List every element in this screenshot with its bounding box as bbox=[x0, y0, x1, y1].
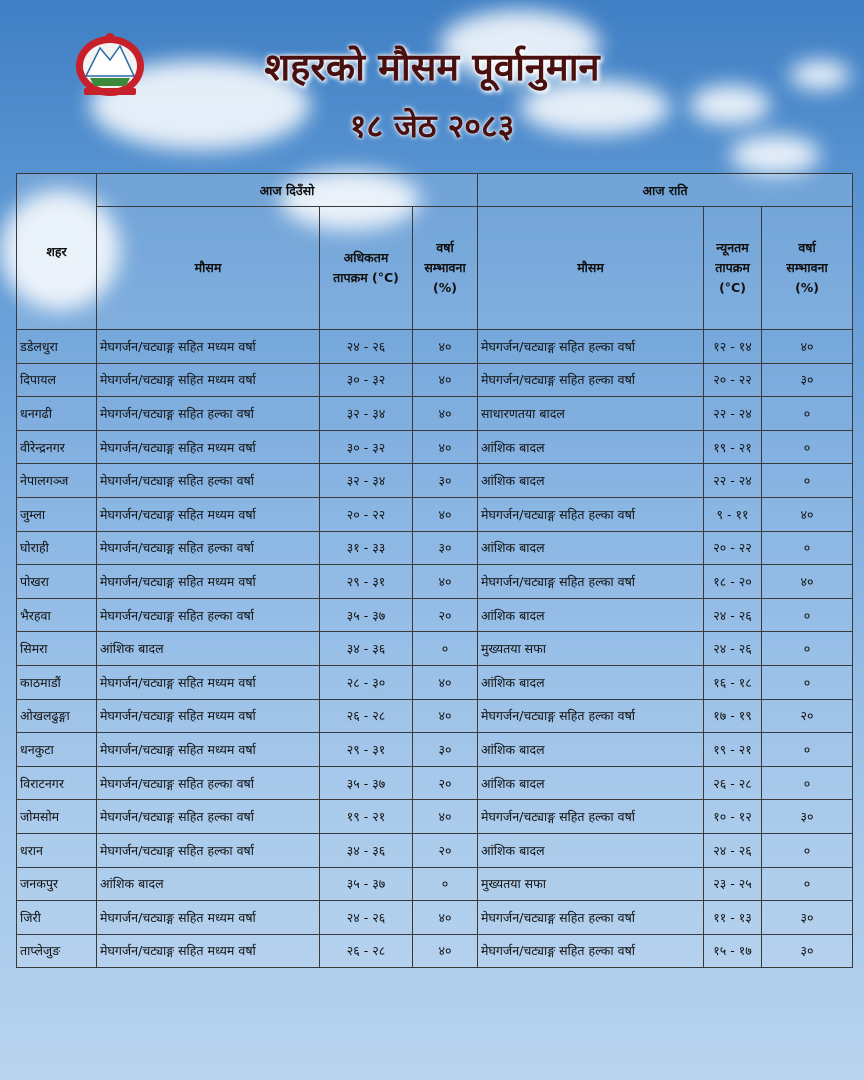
city-cell: नेपालगञ्ज bbox=[17, 464, 97, 498]
day-weather-cell: आंशिक बादल bbox=[97, 867, 320, 901]
page-title: शहरको मौसम पूर्वानुमान bbox=[264, 45, 600, 89]
day-rain-cell: ४० bbox=[413, 497, 478, 531]
min-temp-cell: १७ - १९ bbox=[704, 699, 762, 733]
night-weather-cell: मेघगर्जन/चट्याङ्ग सहित हल्का वर्षा bbox=[478, 330, 704, 364]
day-weather-cell: मेघगर्जन/चट्याङ्ग सहित मध्यम वर्षा bbox=[97, 699, 320, 733]
day-rain-cell: ४० bbox=[413, 363, 478, 397]
night-rain-cell: ० bbox=[762, 598, 853, 632]
night-rain-cell: ३० bbox=[762, 901, 853, 935]
night-weather-cell: मेघगर्जन/चट्याङ्ग सहित हल्का वर्षा bbox=[478, 934, 704, 968]
max-temp-cell: १९ - २१ bbox=[320, 800, 413, 834]
table-row bbox=[17, 733, 853, 767]
city-cell: सिमरा bbox=[17, 632, 97, 666]
min-temp-cell: २४ - २६ bbox=[704, 632, 762, 666]
night-rain-cell: २० bbox=[762, 699, 853, 733]
night-rain-cell: ० bbox=[762, 665, 853, 699]
city-cell: धनकुटा bbox=[17, 733, 97, 767]
day-weather-cell: मेघगर्जन/चट्याङ्ग सहित मध्यम वर्षा bbox=[97, 430, 320, 464]
night-rain-cell: ४० bbox=[762, 330, 853, 364]
day-weather-cell: मेघगर्जन/चट्याङ्ग सहित हल्का वर्षा bbox=[97, 800, 320, 834]
city-cell: ओखलढुङ्गा bbox=[17, 699, 97, 733]
day-rain-cell: २० bbox=[413, 598, 478, 632]
day-weather-cell: मेघगर्जन/चट्याङ्ग सहित मध्यम वर्षा bbox=[97, 665, 320, 699]
night-weather-cell: आंशिक बादल bbox=[478, 464, 704, 498]
night-weather-cell: आंशिक बादल bbox=[478, 430, 704, 464]
min-temp-cell: २२ - २४ bbox=[704, 397, 762, 431]
day-rain-header: वर्षा सम्भावना (%) bbox=[413, 207, 478, 330]
day-rain-cell: ४० bbox=[413, 397, 478, 431]
table-row bbox=[17, 632, 853, 666]
max-temp-cell: ३४ - ३६ bbox=[320, 833, 413, 867]
table-row bbox=[17, 531, 853, 565]
night-weather-cell: आंशिक बादल bbox=[478, 833, 704, 867]
city-cell: धनगढी bbox=[17, 397, 97, 431]
day-rain-cell: ४० bbox=[413, 430, 478, 464]
table-row bbox=[17, 363, 853, 397]
night-weather-header: मौसम bbox=[478, 207, 704, 330]
min-temp-cell: २४ - २६ bbox=[704, 598, 762, 632]
min-temp-cell: १९ - २१ bbox=[704, 430, 762, 464]
table-row bbox=[17, 800, 853, 834]
night-rain-cell: ० bbox=[762, 531, 853, 565]
night-weather-cell: मेघगर्जन/चट्याङ्ग सहित हल्का वर्षा bbox=[478, 901, 704, 935]
min-temp-cell: २२ - २४ bbox=[704, 464, 762, 498]
city-cell: डडेलधुरा bbox=[17, 330, 97, 364]
day-weather-cell: मेघगर्जन/चट्याङ्ग सहित हल्का वर्षा bbox=[97, 464, 320, 498]
night-weather-cell: मेघगर्जन/चट्याङ्ग सहित हल्का वर्षा bbox=[478, 699, 704, 733]
min-temp-cell: १६ - १८ bbox=[704, 665, 762, 699]
min-temp-cell: १२ - १४ bbox=[704, 330, 762, 364]
night-rain-cell: ४० bbox=[762, 497, 853, 531]
max-temp-cell: ३४ - ३६ bbox=[320, 632, 413, 666]
max-temp-cell: २६ - २८ bbox=[320, 699, 413, 733]
day-rain-cell: ० bbox=[413, 867, 478, 901]
min-temp-cell: १५ - १७ bbox=[704, 934, 762, 968]
day-weather-cell: मेघगर्जन/चट्याङ्ग सहित मध्यम वर्षा bbox=[97, 497, 320, 531]
day-rain-cell: ३० bbox=[413, 464, 478, 498]
night-rain-cell: ४० bbox=[762, 565, 853, 599]
city-cell: विराटनगर bbox=[17, 766, 97, 800]
day-group-header: आज दिउँसो bbox=[97, 174, 478, 207]
day-rain-cell: ४० bbox=[413, 665, 478, 699]
day-weather-cell: मेघगर्जन/चट्याङ्ग सहित मध्यम वर्षा bbox=[97, 901, 320, 935]
table-row bbox=[17, 598, 853, 632]
table-row bbox=[17, 766, 853, 800]
table-row bbox=[17, 397, 853, 431]
city-cell: जोमसोम bbox=[17, 800, 97, 834]
night-weather-cell: साधारणतया बादल bbox=[478, 397, 704, 431]
city-cell: जनकपुर bbox=[17, 867, 97, 901]
table-row bbox=[17, 464, 853, 498]
max-temp-cell: २९ - ३१ bbox=[320, 733, 413, 767]
max-temp-cell: ३५ - ३७ bbox=[320, 598, 413, 632]
day-weather-cell: मेघगर्जन/चट्याङ्ग सहित हल्का वर्षा bbox=[97, 598, 320, 632]
night-rain-cell: ० bbox=[762, 397, 853, 431]
night-rain-cell: ० bbox=[762, 430, 853, 464]
day-weather-cell: मेघगर्जन/चट्याङ्ग सहित हल्का वर्षा bbox=[97, 766, 320, 800]
min-temp-cell: १० - १२ bbox=[704, 800, 762, 834]
max-temp-header: अधिकतम तापक्रम (°C) bbox=[320, 207, 413, 330]
max-temp-cell: ३० - ३२ bbox=[320, 430, 413, 464]
day-rain-cell: ४० bbox=[413, 934, 478, 968]
max-temp-cell: २० - २२ bbox=[320, 497, 413, 531]
night-weather-cell: मुख्यतया सफा bbox=[478, 867, 704, 901]
night-weather-cell: मेघगर्जन/चट्याङ्ग सहित हल्का वर्षा bbox=[478, 800, 704, 834]
max-temp-cell: २४ - २६ bbox=[320, 901, 413, 935]
day-rain-cell: २० bbox=[413, 833, 478, 867]
night-weather-cell: मेघगर्जन/चट्याङ्ग सहित हल्का वर्षा bbox=[478, 363, 704, 397]
city-cell: धरान bbox=[17, 833, 97, 867]
min-temp-cell: २६ - २८ bbox=[704, 766, 762, 800]
day-rain-cell: ३० bbox=[413, 733, 478, 767]
table-row bbox=[17, 430, 853, 464]
table-row bbox=[17, 497, 853, 531]
night-weather-cell: मेघगर्जन/चट्याङ्ग सहित हल्का वर्षा bbox=[478, 497, 704, 531]
table-row bbox=[17, 565, 853, 599]
forecast-table bbox=[16, 173, 853, 968]
night-rain-header: वर्षा सम्भावना (%) bbox=[762, 207, 853, 330]
table-row bbox=[17, 833, 853, 867]
night-rain-cell: ० bbox=[762, 632, 853, 666]
day-rain-cell: ४० bbox=[413, 699, 478, 733]
city-column-header: शहर bbox=[17, 174, 97, 330]
night-weather-cell: आंशिक बादल bbox=[478, 665, 704, 699]
night-group-header: आज राति bbox=[478, 174, 853, 207]
min-temp-cell: ११ - १३ bbox=[704, 901, 762, 935]
day-rain-cell: ४० bbox=[413, 565, 478, 599]
day-rain-cell: ४० bbox=[413, 330, 478, 364]
day-weather-cell: आंशिक बादल bbox=[97, 632, 320, 666]
night-rain-cell: ३० bbox=[762, 363, 853, 397]
min-temp-cell: २४ - २६ bbox=[704, 833, 762, 867]
day-weather-cell: मेघगर्जन/चट्याङ्ग सहित मध्यम वर्षा bbox=[97, 363, 320, 397]
day-weather-cell: मेघगर्जन/चट्याङ्ग सहित हल्का वर्षा bbox=[97, 531, 320, 565]
day-weather-cell: मेघगर्जन/चट्याङ्ग सहित मध्यम वर्षा bbox=[97, 565, 320, 599]
min-temp-cell: २० - २२ bbox=[704, 363, 762, 397]
day-weather-cell: मेघगर्जन/चट्याङ्ग सहित मध्यम वर्षा bbox=[97, 733, 320, 767]
night-weather-cell: आंशिक बादल bbox=[478, 531, 704, 565]
forecast-date: १८ जेठ २०८३ bbox=[349, 107, 515, 145]
night-weather-cell: आंशिक बादल bbox=[478, 733, 704, 767]
night-rain-cell: ० bbox=[762, 766, 853, 800]
night-weather-cell: मेघगर्जन/चट्याङ्ग सहित हल्का वर्षा bbox=[478, 565, 704, 599]
min-temp-cell: ९ - ११ bbox=[704, 497, 762, 531]
day-weather-header: मौसम bbox=[97, 207, 320, 330]
day-rain-cell: ० bbox=[413, 632, 478, 666]
city-cell: जिरी bbox=[17, 901, 97, 935]
min-temp-cell: २० - २२ bbox=[704, 531, 762, 565]
max-temp-cell: ३५ - ३७ bbox=[320, 766, 413, 800]
night-rain-cell: ३० bbox=[762, 934, 853, 968]
city-cell: वीरेन्द्रनगर bbox=[17, 430, 97, 464]
day-weather-cell: मेघगर्जन/चट्याङ्ग सहित मध्यम वर्षा bbox=[97, 330, 320, 364]
night-rain-cell: ० bbox=[762, 867, 853, 901]
night-weather-cell: आंशिक बादल bbox=[478, 598, 704, 632]
max-temp-cell: २९ - ३१ bbox=[320, 565, 413, 599]
max-temp-cell: २४ - २६ bbox=[320, 330, 413, 364]
night-rain-cell: ३० bbox=[762, 800, 853, 834]
table-row bbox=[17, 330, 853, 364]
min-temp-header: न्यूनतम तापक्रम (°C) bbox=[704, 207, 762, 330]
city-cell: ताप्लेजुङ bbox=[17, 934, 97, 968]
city-cell: घोराही bbox=[17, 531, 97, 565]
day-rain-cell: ४० bbox=[413, 901, 478, 935]
day-weather-cell: मेघगर्जन/चट्याङ्ग सहित मध्यम वर्षा bbox=[97, 934, 320, 968]
night-rain-cell: ० bbox=[762, 833, 853, 867]
max-temp-cell: ३५ - ३७ bbox=[320, 867, 413, 901]
table-row bbox=[17, 665, 853, 699]
night-rain-cell: ० bbox=[762, 733, 853, 767]
day-weather-cell: मेघगर्जन/चट्याङ्ग सहित हल्का वर्षा bbox=[97, 397, 320, 431]
max-temp-cell: ३० - ३२ bbox=[320, 363, 413, 397]
max-temp-cell: ३२ - ३४ bbox=[320, 397, 413, 431]
max-temp-cell: ३१ - ३३ bbox=[320, 531, 413, 565]
max-temp-cell: २८ - ३० bbox=[320, 665, 413, 699]
table-row bbox=[17, 934, 853, 968]
city-cell: भैरहवा bbox=[17, 598, 97, 632]
table-row bbox=[17, 699, 853, 733]
city-cell: काठमाडौं bbox=[17, 665, 97, 699]
city-cell: दिपायल bbox=[17, 363, 97, 397]
day-rain-cell: ३० bbox=[413, 531, 478, 565]
city-cell: पोखरा bbox=[17, 565, 97, 599]
day-weather-cell: मेघगर्जन/चट्याङ्ग सहित हल्का वर्षा bbox=[97, 833, 320, 867]
night-weather-cell: आंशिक बादल bbox=[478, 766, 704, 800]
max-temp-cell: ३२ - ३४ bbox=[320, 464, 413, 498]
min-temp-cell: १९ - २१ bbox=[704, 733, 762, 767]
night-rain-cell: ० bbox=[762, 464, 853, 498]
night-weather-cell: मुख्यतया सफा bbox=[478, 632, 704, 666]
table-row bbox=[17, 901, 853, 935]
day-rain-cell: २० bbox=[413, 766, 478, 800]
min-temp-cell: २३ - २५ bbox=[704, 867, 762, 901]
min-temp-cell: १८ - २० bbox=[704, 565, 762, 599]
city-cell: जुम्ला bbox=[17, 497, 97, 531]
table-row bbox=[17, 867, 853, 901]
max-temp-cell: २६ - २८ bbox=[320, 934, 413, 968]
day-rain-cell: ४० bbox=[413, 800, 478, 834]
